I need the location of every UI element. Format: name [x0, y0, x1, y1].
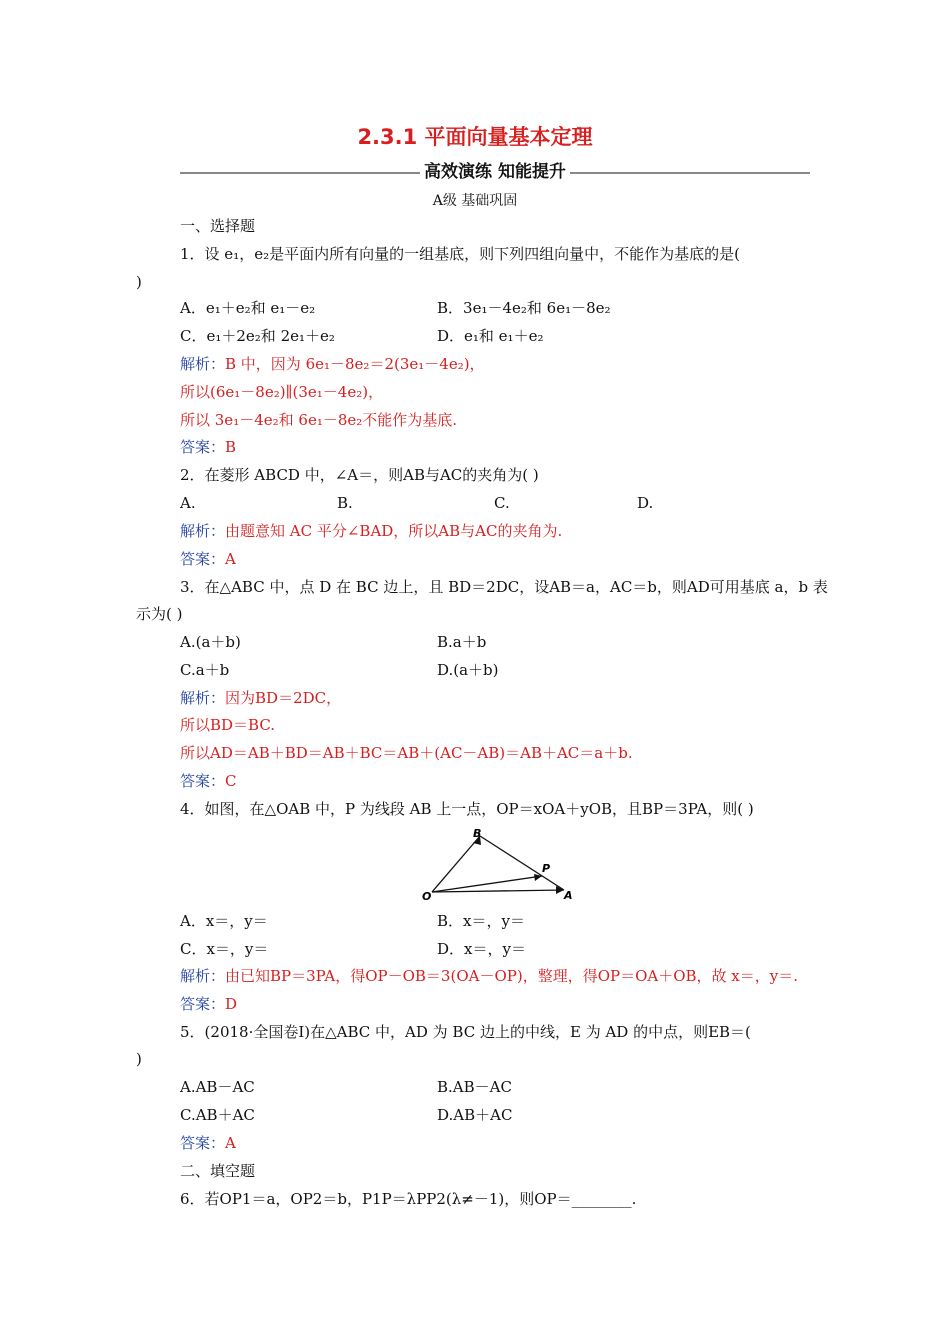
analysis-label: 解析：	[180, 967, 226, 985]
q4-option-c: C．x＝，y＝	[180, 940, 269, 958]
q1-answer-value: B	[225, 438, 237, 456]
q4-option-d: D．x＝，y＝	[437, 940, 526, 958]
label-o: O	[422, 890, 432, 903]
q2-stem: 2．在菱形 ABCD 中，∠A＝，则AB与AC的夹角为( )	[180, 466, 539, 484]
subtitle-banner	[180, 160, 810, 184]
answer-label: 答案：	[180, 772, 226, 790]
section-fill: 二、填空题	[180, 1162, 256, 1180]
q2-option-d: D.	[637, 494, 654, 512]
q4-answer-value: D	[225, 995, 238, 1013]
answer-label: 答案：	[180, 995, 226, 1013]
q3-option-a: A.(a＋b)	[180, 633, 241, 651]
q3-analysis-line-1: 因为BD＝2DC，	[225, 689, 342, 707]
q5-option-a: A.AB－AC	[180, 1078, 255, 1096]
q3-analysis	[180, 688, 341, 708]
answer-label: 答案：	[180, 550, 226, 568]
page-title: 2.3.1 平面向量基本定理	[357, 125, 593, 149]
level-heading: A级 基础巩固	[432, 193, 518, 209]
q1-stem-end: )	[136, 273, 142, 291]
q1-option-c: C．e₁＋2e₂和 2e₁＋e₂	[180, 327, 335, 345]
label-a: A	[564, 889, 573, 902]
q5-option-b: B.AB－AC	[437, 1078, 512, 1096]
q5-answer-value: A	[225, 1134, 236, 1152]
q5-option-d: D.AB＋AC	[437, 1106, 513, 1124]
section-choice: 一、选择题	[180, 217, 256, 235]
q4-option-a: A．x＝，y＝	[180, 912, 268, 930]
q5-stem: 5．(2018·全国卷Ⅰ)在△ABC 中，AD 为 BC 边上的中线，E 为 AD 的中点，则EB＝(	[180, 1023, 751, 1041]
q2-option-c: C.	[494, 494, 510, 512]
q6-stem: 6．若OP1＝a，OP2＝b，P1P＝λPP2(λ≠－1)，则OP＝________.	[180, 1190, 637, 1208]
q2-analysis-text: 由题意知 AC 平分∠BAD，所以AB与AC的夹角为.	[225, 522, 563, 540]
segment-oa	[432, 890, 564, 892]
q2-answer-value: A	[225, 550, 236, 568]
subtitle: 高效演练 知能提升	[180, 160, 810, 184]
q2-answer	[180, 549, 236, 569]
q3-analysis-line-2: 所以BD＝BC.	[180, 716, 276, 734]
label-b: B	[473, 827, 482, 840]
q1-analysis-line-2: 所以(6e₁－8e₂)∥(3e₁－4e₂)，	[180, 383, 384, 401]
q1-analysis-line-3: 所以 3e₁－4e₂和 6e₁－8e₂不能作为基底.	[180, 411, 458, 429]
q4-analysis	[180, 966, 798, 986]
q1-answer	[180, 437, 236, 457]
analysis-label: 解析：	[180, 689, 226, 707]
answer-label: 答案：	[180, 438, 226, 456]
answer-label: 答案：	[180, 1134, 226, 1152]
triangle-figure	[418, 824, 578, 906]
segment-ba	[480, 836, 564, 890]
q2-option-b: B.	[337, 494, 353, 512]
q3-option-c: C.a＋b	[180, 661, 230, 679]
q1-option-a: A．e₁＋e₂和 e₁－e₂	[180, 299, 316, 317]
q3-option-b: B.a＋b	[437, 633, 487, 651]
q5-option-c: C.AB＋AC	[180, 1106, 255, 1124]
q3-analysis-line-3: 所以AD＝AB＋BD＝AB＋BC＝AB＋(AC－AB)＝AB＋AC＝a＋b.	[180, 744, 633, 762]
q3-answer-value: C	[225, 772, 237, 790]
q1-analysis-line-1: B 中，因为 6e₁－8e₂＝2(3e₁－4e₂)，	[225, 355, 485, 373]
analysis-label: 解析：	[180, 522, 226, 540]
q2-option-a: A.	[180, 494, 196, 512]
q4-analysis-text: 由已知BP＝3PA，得OP－OB＝3(OA－OP)，整理，得OP＝OA＋OB，故 x＝，y＝.	[225, 967, 799, 985]
q3-stem: 3．在△ABC 中，点 D 在 BC 边上，且 BD＝2DC，设AB＝a，AC＝b，则AD可用基底 a，b 表	[180, 578, 828, 596]
q1-analysis	[180, 354, 485, 374]
q4-answer	[180, 994, 237, 1014]
q1-stem: 1．设 e₁，e₂是平面内所有向量的一组基底，则下列四组向量中，不能作为基底的是(	[180, 245, 740, 263]
q5-answer	[180, 1133, 236, 1153]
q4-stem: 4．如图，在△OAB 中，P 为线段 AB 上一点，OP＝xOA＋yOB，且BP＝3PA，则( )	[180, 800, 754, 818]
q2-analysis	[180, 521, 562, 541]
q3-stem-2: 示为( )	[136, 605, 183, 623]
q3-answer	[180, 771, 237, 791]
q1-option-b: B．3e₁－4e₂和 6e₁－8e₂	[437, 299, 611, 317]
segment-ob	[432, 836, 480, 892]
q4-option-b: B．x＝，y＝	[437, 912, 525, 930]
q3-option-d: D.(a＋b)	[437, 661, 499, 679]
q5-stem-end: )	[136, 1050, 142, 1068]
segment-op	[432, 876, 542, 892]
analysis-label: 解析：	[180, 355, 226, 373]
q1-option-d: D．e₁和 e₁＋e₂	[437, 327, 544, 345]
label-p: P	[542, 862, 551, 875]
